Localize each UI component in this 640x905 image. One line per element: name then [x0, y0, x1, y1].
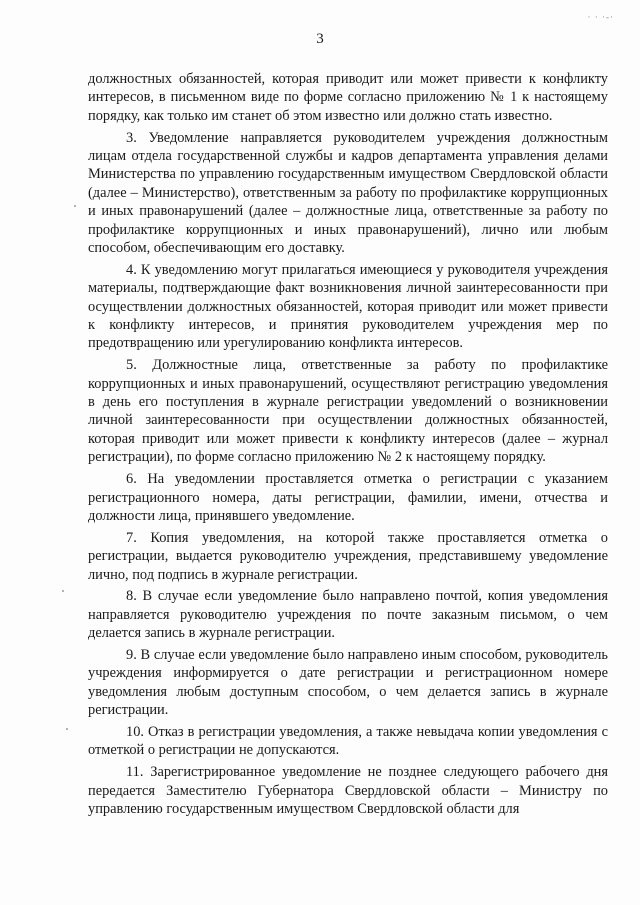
scan-speck	[62, 590, 64, 592]
paragraph-item-7: 7. Копия уведомления, на которой также проставляется отметка о регистрации, выдается руководителю учреждения, представившему уведомление лично, под подпись в журнале регистрации.	[88, 529, 608, 583]
paragraph-item-3: 3. Уведомление направляется руководителем учреждения должностным лицам отдела государственной службы и кадров департамента управления делами Министерства по управлению государственным имуществом Свердловской области (далее – Министерство), ответственным за работу по профилактике коррупционных и иных правонарушений (далее – должностные лица, ответственные за работу по профилактике коррупционных и иных правонарушений), лично или любым способом, обеспечивающим его доставку.	[88, 129, 608, 257]
paragraph-item-4: 4. К уведомлению могут прилагаться имеющиеся у руководителя учреждения материалы, подтверждающие факт возникновения личной заинтересованности при осуществлении должностных обязанностей, которая приводит или может привести к конфликту интересов, и принятия руководителем учреждения мер по предотвращению или урегулированию конфликта интересов.	[88, 261, 608, 352]
paragraph-item-5: 5. Должностные лица, ответственные за работу по профилактике коррупционных и иных правонарушений, осуществляют регистрацию уведомления в день его поступления в журнале регистрации уведомлений о возникновении личной заинтересованности при осуществлении должностных обязанностей, которая приводит или может привести к конфликту интересов (далее – журнал регистрации), по форме согласно приложению № 2 к настоящему порядку.	[88, 357, 608, 466]
paragraph-item-9: 9. В случае если уведомление было направлено иным способом, руководитель учреждения информируется о дате регистрации и регистрационном номере уведомления любым доступным способом, о чем делается запись в журнале регистрации.	[88, 646, 608, 719]
paragraph-item-10: 10. Отказ в регистрации уведомления, а также невыдача копии уведомления с отметкой о регистрации не допускаются.	[88, 723, 608, 759]
document-body	[88, 70, 608, 822]
paragraph-item-6: 6. На уведомлении проставляется отметка о регистрации с указанием регистрационного номера, даты регистрации, фамилии, имени, отчества и должности лица, принявшего уведомление.	[88, 471, 608, 524]
paragraph-item-11: 11. Зарегистрированное уведомление не позднее следующего рабочего дня передается Заместителю Губернатора Свердловской области – Министру по управлению государственным имуществом Свердловской области для	[88, 764, 608, 817]
paragraph-item-8: 8. В случае если уведомление было направлено почтой, копия уведомления направляется руководителю учреждения по почте заказным письмом, о чем делается запись в журнале регистрации.	[88, 588, 608, 642]
paragraph-continuation: должностных обязанностей, которая приводит или может привести к конфликту интересов, в письменном виде по форме согласно приложению № 1 к настоящему порядку, как только им станет об этом известно или должно стать известно.	[88, 71, 608, 124]
page-number: 3	[316, 31, 324, 47]
scan-corner-mark: · · ·-·	[587, 12, 614, 22]
scan-speck	[66, 728, 68, 730]
scan-speck	[74, 205, 76, 207]
